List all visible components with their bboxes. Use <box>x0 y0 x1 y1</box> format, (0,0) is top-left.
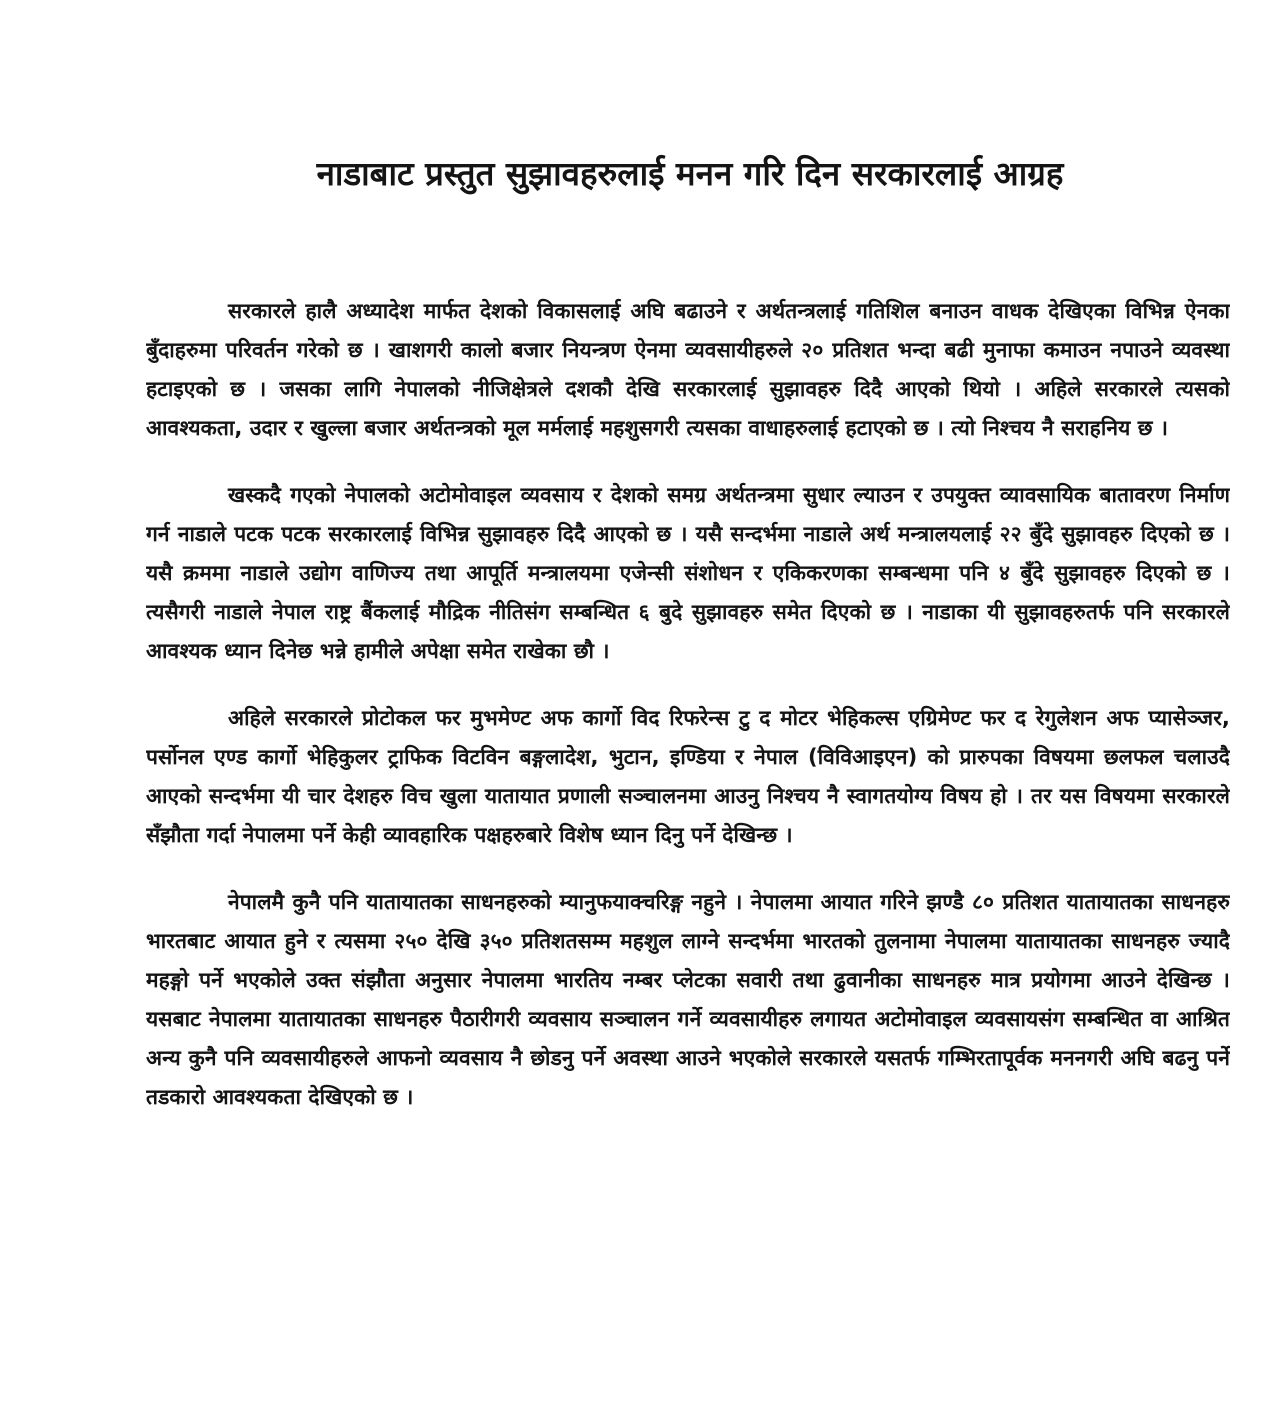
paragraph-2: खस्कदै गएको नेपालको अटोमोवाइल व्यवसाय र देशको समग्र अर्थतन्त्रमा सुधार ल्याउन र उपयुक्त व्यावसायिक बातावरण निर्माण गर्न नाडाले पटक पटक सरकारलाई विभिन्न सुझावहरु दिदै आएको छ । यसै सन्दर्भमा नाडाले अर्थ मन्त्रालयलाई २२ बुँदे सुझावहरु दिएको छ । यसै क्रममा नाडाले उद्योग वाणिज्य तथा आपूर्ति मन्त्रालयमा एजेन्सी संशोधन र एकिकरणका सम्बन्धमा पनि ४ बुँदे सुझावहरु दिएको छ । त्यसैगरी नाडाले नेपाल राष्ट्र बैंकलाई मौद्रिक नीतिसंग सम्बन्धित ६ बुदे सुझावहरु समेत दिएको छ । नाडाका यी सुझावहरुतर्फ पनि सरकारले आवश्यक ध्यान दिनेछ भन्ने हामीले अपेक्षा समेत राखेका छौ । <box>146 483 1230 663</box>
document-body <box>146 292 1230 1382</box>
paragraph-1: सरकारले हालै अध्यादेश मार्फत देशको विकासलाई अघि बढाउने र अर्थतन्त्रलाई गतिशिल बनाउन वाधक देखिएका विभिन्न ऐनका बुँदाहरुमा परिवर्तन गरेको छ । खाशगरी कालो बजार नियन्त्रण ऐनमा व्यवसायीहरुले २० प्रतिशत भन्दा बढी मुनाफा कमाउन नपाउने व्यवस्था हटाइएको छ । जसका लागि नेपालको नीजिक्षेत्रले दशकौ देखि सरकारलाई सुझावहरु दिदै आएको थियो । अहिले सरकारले त्यसको आवश्यकता, उदार र खुल्ला बजार अर्थतन्त्रको मूल मर्मलाई महशुसगरी त्यसका वाधाहरुलाई हटाएको छ । त्यो निश्चय नै सराहनिय छ । <box>146 299 1230 440</box>
paragraph-4-bold-text: अटोमोवाइल व्यवसायसंग सम्बन्धित वा आश्रित अन्य कुनै पनि व्यवसायीहरुले <box>146 1007 1230 1070</box>
paragraph-3: अहिले सरकारले प्रोटोकल फर मुभमेण्ट अफ कार्गो विद रिफरेन्स टु द मोटर भेहिकल्स एग्रिमेण्ट फर द रेगुलेशन अफ प्यासेञ्जर, पर्सोनल एण्ड कार्गो भेहिकुलर ट्राफिक विटविन बङ्गलादेश, भुटान, इण्डिया र नेपाल (विविआइएन) को प्रारुपका विषयमा छलफल चलाउदै आएको सन्दर्भमा यी चार देशहरु विच खुला यातायात प्रणाली सञ्चालनमा आउनु निश्चय नै स्वागतयोग्य विषय हो । तर यस विषयमा सरकारले सँझौता गर्दा नेपालमा पर्ने केही व्यावहारिक पक्षहरुबारे विशेष ध्यान दिनु पर्ने देखिन्छ । <box>146 706 1230 847</box>
document-title: नाडाबाट प्रस्तुत सुझावहरुलाई मनन गरि दिन सरकारलाई आग्रह <box>316 154 1064 193</box>
paragraph-4-text-before: नेपालमै कुनै पनि यातायातका साधनहरुको म्यानुफयाक्चरिङ्ग नहुने । नेपालमा आयात गरिने झण्डै ८० प्रतिशत यातायातका साधनहरु भारतबाट आयात हुने र त्यसमा २५० देखि ३५० प्रतिशतसम्म महशुल लाग्ने सन्दर्भमा भारतको तुलनामा नेपालमा यातायातका साधनहरु ज्यादै महङ्गो पर्ने भएकोले उक्त संझौता अनुसार नेपालमा भारतिय नम्बर प्लेटका सवारी तथा ढुवानीका साधनहरु मात्र प्रयोगमा आउने देखिन्छ । यसबाट नेपालमा यातायातका साधनहरु पैठारीगरी व्यवसाय सञ्चालन गर्ने व्यवसायीहरु लगायत <box>146 890 1230 1031</box>
paragraph-4 <box>146 883 1230 1117</box>
paragraph-4-text-after: आफनो व्यवसाय नै छोडनु पर्ने अवस्था आउने भएकोले सरकारले यसतर्फ गम्भिरतापूर्वक मननगरी अघि बढनु पर्ने तडकारो आवश्यकता देखिएको छ । <box>146 1046 1230 1109</box>
